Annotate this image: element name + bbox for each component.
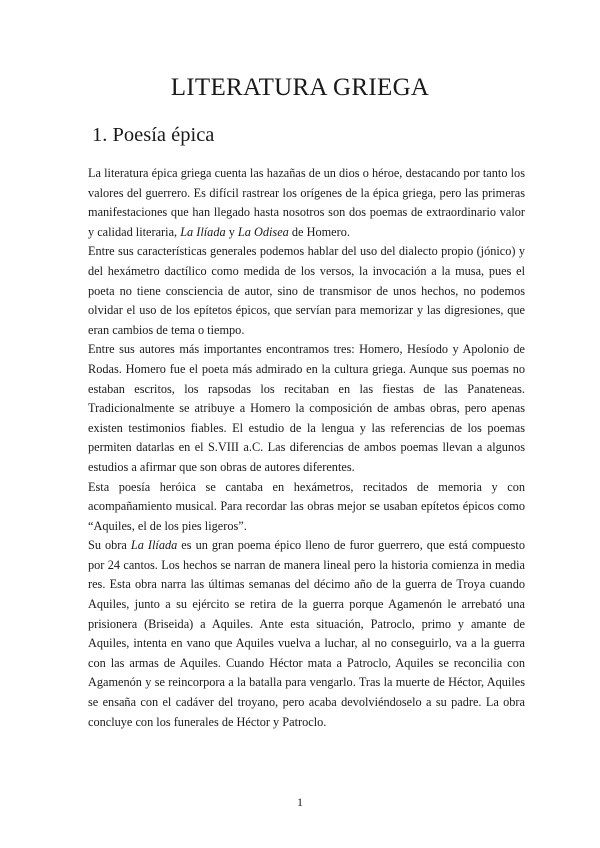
italic-title-iliada: La Ilíada: [130, 538, 178, 553]
paragraph-text: Su obra: [88, 538, 131, 553]
paragraph-text: y: [225, 224, 238, 239]
paragraph-text: La literatura épica griega cuenta las hazañas de un dios o héroe, destacando por tanto los valores del guerrero. Es difícil rastrear los orígenes de la épica griega, pero las primeras manifestaciones que han llegado hasta nosotros son dos poemas de extraordinario valor y calidad literaria,: [88, 166, 525, 239]
body-text: [88, 164, 525, 732]
paragraph-text: es un gran poema épico lleno de furor guerrero, que está compuesto por 24 cantos. Los hechos se narran de manera lineal pero la historia comienza in media res. Esta obra narra las últimas semanas del décimo año de la guerra de Troya cuando Aquiles, junto a su ejército se retira de la guerra porque Agamenón le arrebató una prisionera (Briseida) a Aquiles. Ante esta situación, Patroclo, primo y amante de Aquiles, intenta en vano que Aquiles vuelva a luchar, al no conseguirlo, va a la guerra con las armas de Aquiles. Cuando Héctor mata a Patroclo, Aquiles se reconcilia con Agamenón y se reincorpora a la batalla para vengarlo. Tras la muerte de Héctor, Aquiles se ensaña con el cadáver del troyano, pero acaba devolviéndoselo a su padre. La obra concluye con los funerales de Héctor y Patroclo.: [88, 538, 525, 729]
paragraph-intro: [88, 164, 525, 242]
paragraph-heroic-poetry: Esta poesía heróica se cantaba en hexámetros, recitados de memoria y con acompañamiento musical. Para recordar las obras mejor se usaban epítetos épicos como “Aquiles, el de los pies ligeros”.: [88, 479, 525, 533]
italic-title-iliada: La Ilíada: [180, 224, 226, 239]
section-title: Poesía épica: [112, 124, 215, 146]
page-number: 1: [297, 795, 303, 809]
paragraph-authors: Entre sus autores más importantes encontramos tres: Homero, Hesíodo y Apolonio de Rodas. Homero fue el poeta más admirado en la cultura griega. Aunque sus poemas no estaban escritos, los rapsodas los recitaban en las fiestas de las Panateneas. Tradicionalmente se atribuye a Homero la composición de ambas obras, pero apenas existen testimonios fiables. El estudio de la lengua y las referencias de los poemas permiten datarlas en el S.VIII a.C. Las diferencias de ambos poemas llevan a algunos estudios a afirmar que son obras de autores diferentes.: [88, 342, 525, 474]
paragraph-text: de Homero.: [288, 224, 350, 239]
document-title: LITERATURA GRIEGA: [170, 74, 430, 101]
section-heading: [92, 124, 214, 147]
section-number: 1.: [92, 124, 108, 146]
italic-title-odisea: La Odisea: [237, 224, 289, 239]
paragraph-iliada: [88, 536, 525, 732]
paragraph-characteristics: Entre sus características generales podemos hablar del uso del dialecto propio (jónico) y del hexámetro dactílico como medida de los versos, la invocación a la musa, pues el poeta no tiene consciencia de autor, sino de transmisor de unos hechos, no podemos olvidar el uso de los epítetos épicos, que servían para memorizar y las digresiones, que eran cambios de tema o tiempo.: [88, 244, 525, 337]
